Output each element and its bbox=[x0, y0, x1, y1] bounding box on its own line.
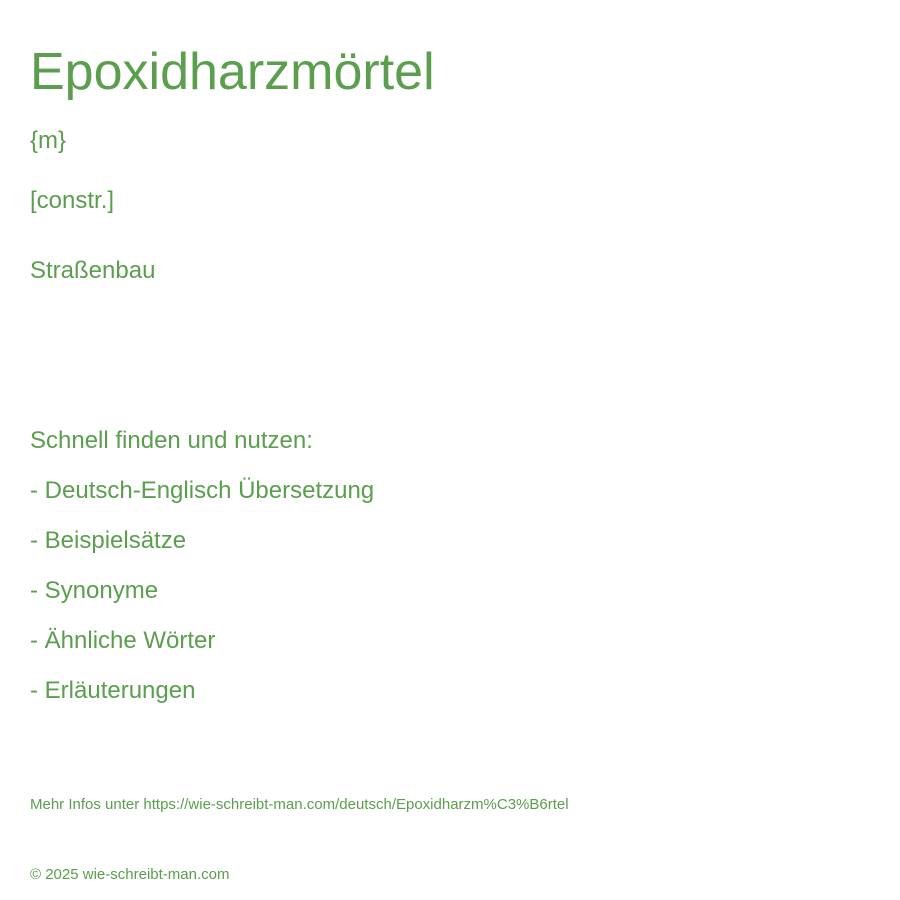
feature-item-examples: - Beispielsätze bbox=[30, 527, 187, 554]
feature-item-explanations: - Erläuterungen bbox=[30, 677, 196, 704]
feature-item-synonyms: - Synonyme bbox=[30, 577, 159, 604]
field-tag: [constr.] bbox=[30, 187, 115, 214]
more-info-link: Mehr Infos unter https://wie-schreibt-man.com/deutsch/Epoxidharzm%C3%B6rtel bbox=[30, 796, 569, 813]
entry-title: Epoxidharzmörtel bbox=[30, 43, 435, 101]
feature-item-similar-words: - Ähnliche Wörter bbox=[30, 627, 216, 654]
copyright-notice: © 2025 wie-schreibt-man.com bbox=[30, 866, 230, 883]
gender-tag: {m} bbox=[30, 127, 67, 154]
domain-label: Straßenbau bbox=[30, 257, 156, 284]
feature-item-translation: - Deutsch-Englisch Übersetzung bbox=[30, 477, 375, 504]
features-heading: Schnell finden und nutzen: bbox=[30, 427, 313, 454]
